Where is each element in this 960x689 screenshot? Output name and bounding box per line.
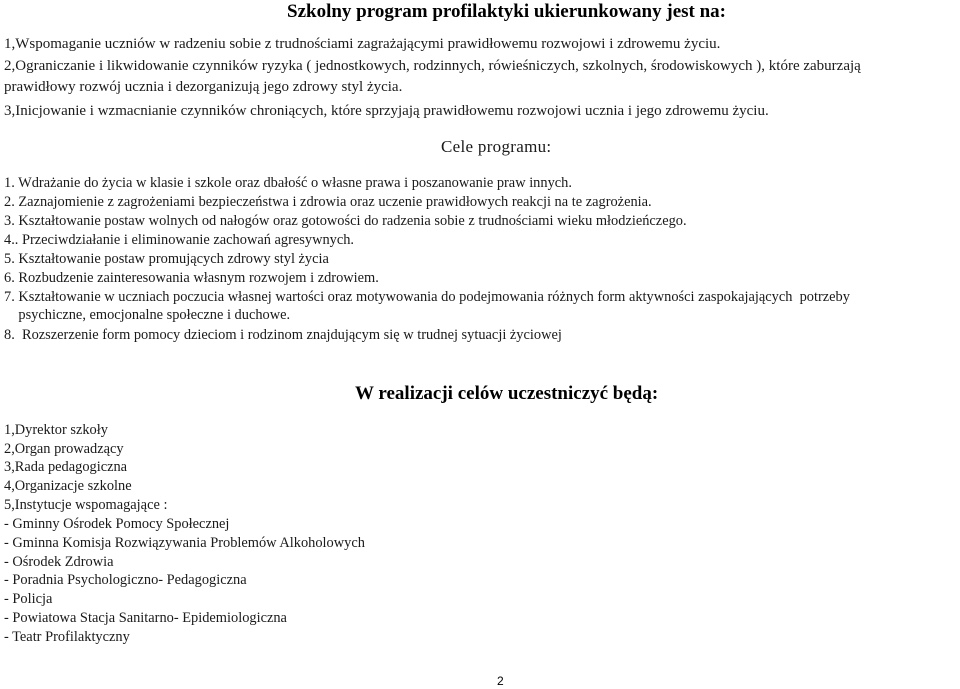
participant-item: - Ośrodek Zdrowia (4, 554, 114, 570)
goal-item: 6. Rozbudzenie zainteresowania własnym rozwojem i zdrowiem. (4, 270, 379, 286)
participant-item: - Poradnia Psychologiczno- Pedagogiczna (4, 572, 247, 588)
goal-item: 1. Wdrażanie do życia w klasie i szkole oraz dbałość o własne prawa i poszanowanie praw innych. (4, 175, 572, 191)
participant-item: - Teatr Profilaktyczny (4, 629, 130, 645)
goal-item: 8. Rozszerzenie form pomocy dzieciom i rodzinom znajdującym się w trudnej sytuacji życiowej (4, 327, 562, 343)
participants-heading: W realizacji celów uczestniczyć będą: (355, 383, 659, 404)
goal-item: 5. Kształtowanie postaw promujących zdrowy styl życia (4, 251, 329, 267)
goal-item-continuation: psychiczne, emocjonalne społeczne i duchowe. (4, 307, 291, 323)
participant-item: 1,Dyrektor szkoły (4, 422, 108, 438)
intro-line: prawidłowy rozwój ucznia i dezorganizują jego zdrowy styl życia. (4, 79, 403, 95)
page-number: 2 (497, 674, 504, 688)
participant-item: - Gminna Komisja Rozwiązywania Problemów Alkoholowych (4, 535, 365, 551)
goal-item: 4.. Przeciwdziałanie i eliminowanie zachowań agresywnych. (4, 232, 355, 248)
participant-item: 5,Instytucje wspomagające : (4, 497, 168, 513)
document-heading: Szkolny program profilaktyki ukierunkowany jest na: (287, 1, 727, 22)
goals-heading: Cele programu: (441, 137, 552, 156)
goal-item: 3. Kształtowanie postaw wolnych od nałogów oraz gotowości do radzenia sobie z trudnościami wieku młodzieńczego. (4, 213, 687, 229)
participant-item: - Policja (4, 591, 53, 607)
intro-line: 3,Inicjowanie i wzmacnianie czynników chroniących, które sprzyjają prawidłowemu rozwojowi ucznia i jego zdrowemu życiu. (4, 103, 769, 119)
intro-line: 2,Ograniczanie i likwidowanie czynników ryzyka ( jednostkowych, rodzinnych, rówieśniczych, szkolnych, środowiskowych ), które zaburzają (4, 58, 861, 74)
goal-item: 7. Kształtowanie w uczniach poczucia własnej wartości oraz motywowania do podejmowania różnych form aktywności zaspokajających potrzeby (4, 289, 850, 305)
participant-item: 3,Rada pedagogiczna (4, 459, 128, 475)
participant-item: 2,Organ prowadzący (4, 441, 124, 457)
participant-item: - Gminny Ośrodek Pomocy Społecznej (4, 516, 230, 532)
intro-line: 1,Wspomaganie uczniów w radzeniu sobie z trudnościami zagrażającymi prawidłowemu rozwojowi i zdrowemu życiu. (4, 36, 721, 52)
goal-item: 2. Zaznajomienie z zagrożeniami bezpieczeństwa i zdrowia oraz uczenie prawidłowych reakcji na te zagrożenia. (4, 194, 652, 210)
participant-item: - Powiatowa Stacja Sanitarno- Epidemiologiczna (4, 610, 287, 626)
participant-item: 4,Organizacje szkolne (4, 478, 132, 494)
